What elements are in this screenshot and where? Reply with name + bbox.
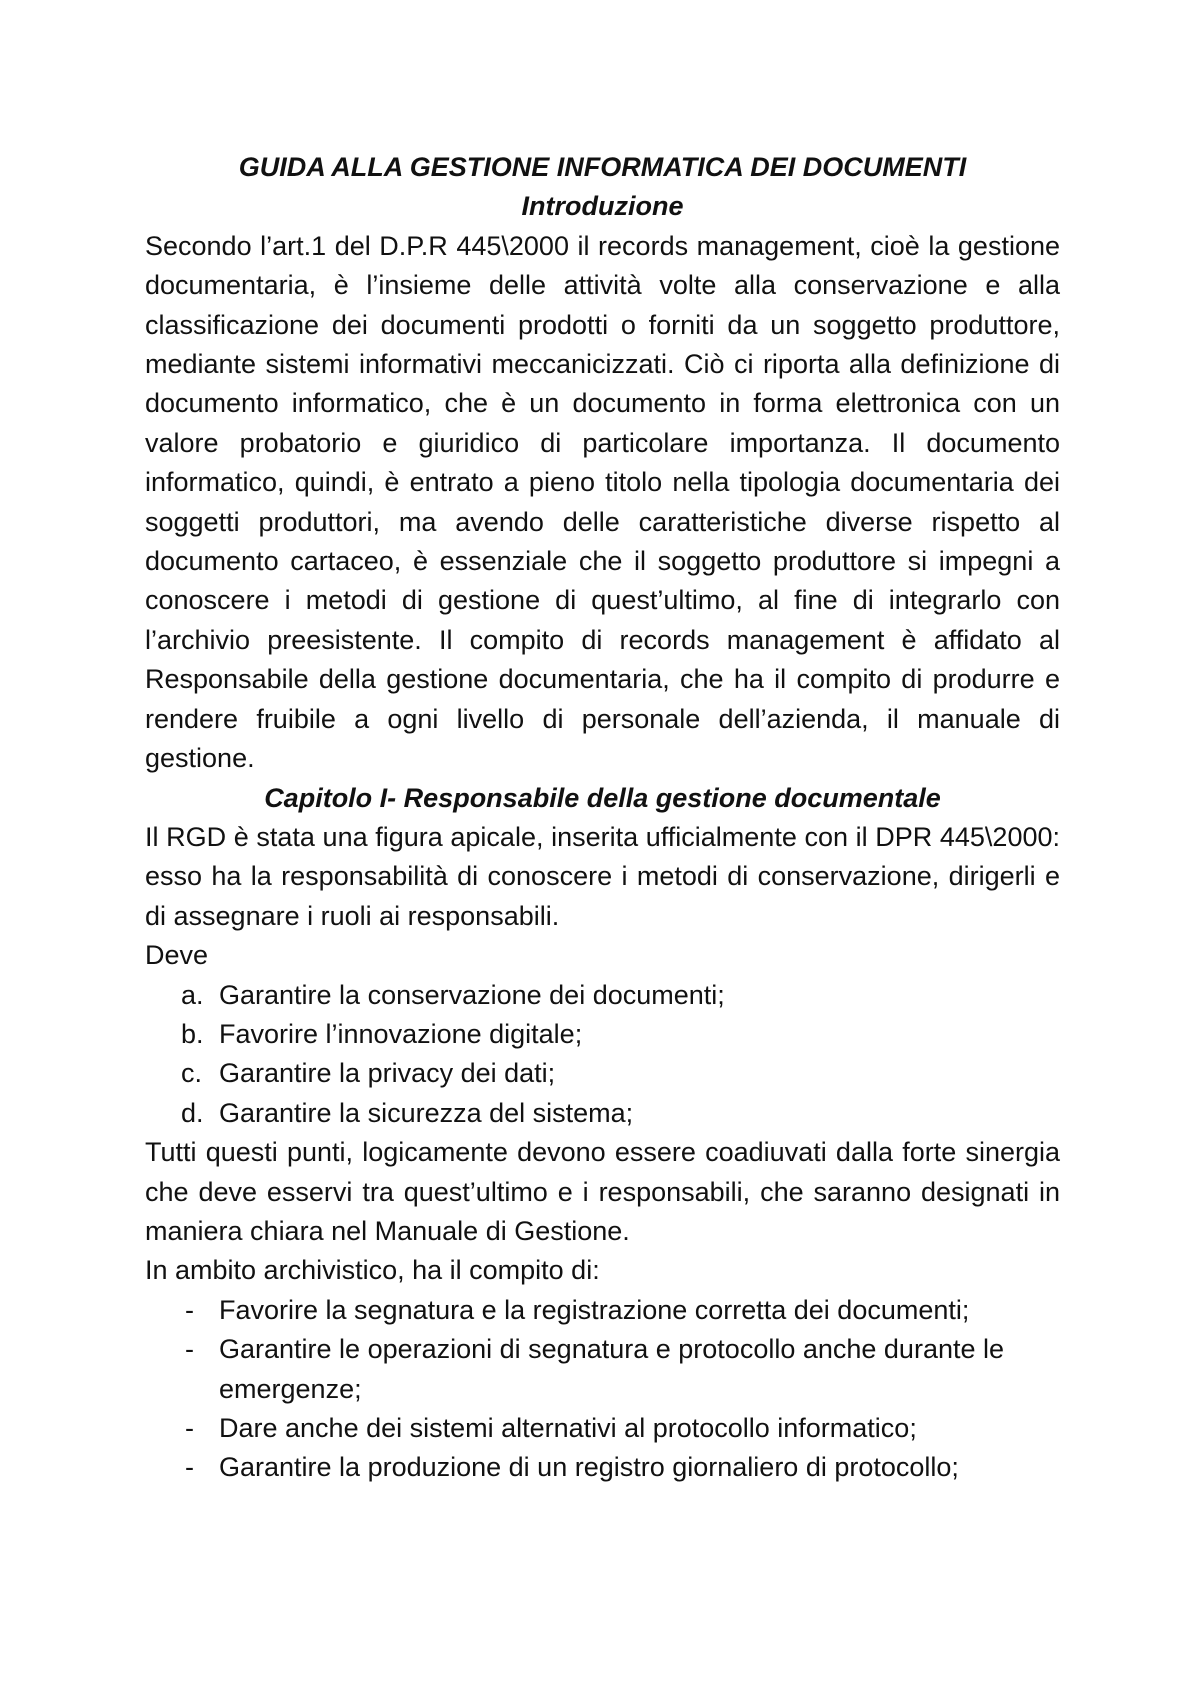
list-item (145, 1409, 1060, 1448)
list-marker: - (185, 1334, 194, 1365)
deve-list (145, 976, 1060, 1134)
list-marker: b. (181, 1018, 204, 1049)
list-item (145, 1094, 1060, 1133)
list-marker: - (185, 1452, 194, 1483)
list-item-text: Favorire la segnatura e la registrazione corretta dei documenti; (219, 1294, 970, 1325)
chapter1-paragraph: Il RGD è stata una figura apicale, inserita ufficialmente con il DPR 445\2000: esso ha la responsabilità di conoscere i metodi di conservazione, dirigerli e di assegnare i ruoli ai responsabili. (145, 821, 1060, 931)
document-body (145, 148, 1060, 1488)
list-marker: a. (181, 979, 204, 1010)
list-item (145, 1291, 1060, 1330)
synergy-paragraph: Tutti questi punti, logicamente devono essere coadiuvati dalla forte sinergia che deve esservi tra quest’ultimo e i responsabili, che saranno designati in maniera chiara nel Manuale di Gestione. (145, 1137, 1060, 1246)
list-marker: - (185, 1413, 194, 1443)
list-item (145, 1054, 1060, 1093)
list-item (145, 976, 1060, 1015)
list-item (145, 1330, 1060, 1409)
list-item-text: Garantire la sicurezza del sistema; (219, 1097, 634, 1128)
list-item-text: Garantire la produzione di un registro giornaliero di protocollo; (219, 1452, 959, 1483)
intro-heading: Introduzione (521, 191, 684, 222)
list-item-text: Garantire le operazioni di segnatura e protocollo anche durante le emergenze; (219, 1334, 1005, 1404)
intro-paragraph: Secondo l’art.1 del D.P.R 445\2000 il records management, cioè la gestione documentaria, è l’insieme delle attività volte alla conservazione e alla classificazione dei documenti prodotti o forniti da un soggetto produttore, mediante sistemi informativi meccanicizzati. Ciò ci riporta alla definizione di documento informatico, che è un documento in forma elettronica con un valore probatorio e giuridico di particolare importanza. Il documento informatico, quindi, è entrato a pieno titolo nella tipologia documentaria dei soggetti produttori, ma avendo delle caratteristiche diverse rispetto al documento cartaceo, è essenziale che il soggetto produttore si impegni a conoscere i metodi di gestione di quest’ultimo, al fine di integrarlo con l’archivio preesistente. Il compito di records management è affidato al Responsabile della gestione documentaria, che ha il compito di produrre e rendere fruibile a ogni livello di personale dell’azienda, il manuale di gestione. (145, 230, 1060, 774)
archive-intro: In ambito archivistico, ha il compito di: (145, 1255, 600, 1286)
list-marker: - (185, 1294, 194, 1325)
list-item (145, 1015, 1060, 1054)
list-item-text: Garantire la conservazione dei documenti; (219, 979, 725, 1010)
deve-label: Deve (145, 940, 209, 971)
archive-list (145, 1291, 1060, 1488)
list-item-text: Favorire l’innovazione digitale; (219, 1018, 583, 1049)
document-title: GUIDA ALLA GESTIONE INFORMATICA DEI DOCUMENTI (238, 152, 967, 182)
list-item-text: Dare anche dei sistemi alternativi al protocollo informatico; (219, 1413, 917, 1443)
chapter1-heading: Capitolo I- Responsabile della gestione documentale (264, 782, 941, 813)
list-marker: d. (181, 1097, 204, 1128)
list-item-text: Garantire la privacy dei dati; (219, 1058, 556, 1089)
list-marker: c. (181, 1058, 203, 1089)
list-item (145, 1448, 1060, 1487)
